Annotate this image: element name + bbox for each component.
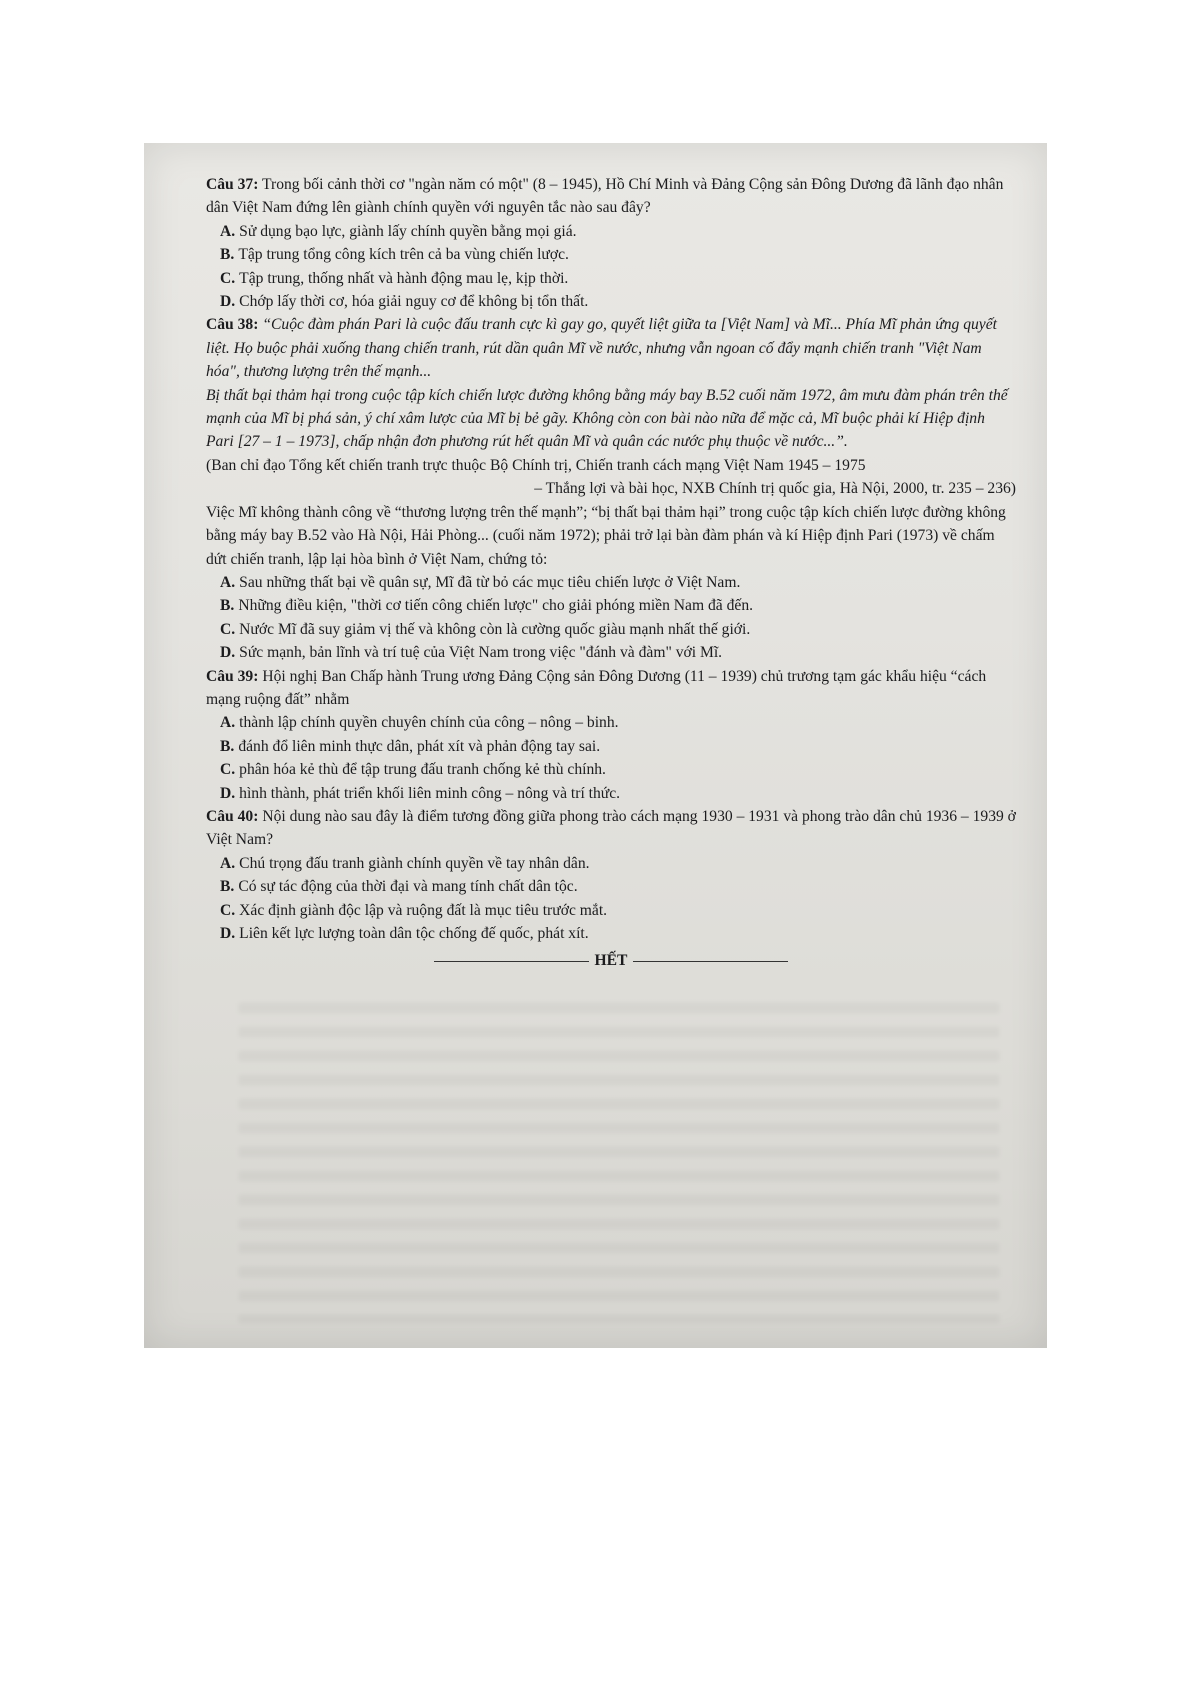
question-38 xyxy=(206,313,1016,383)
question-38-quote-part-1: “Cuộc đàm phán Pari là cuộc đấu tranh cực kì gay go, quyết liệt giữa ta [Việt Nam] và Mĩ... Phía Mĩ phản ứng quyết liệt. Họ buộc phải xuống thang chiến tranh, rút dần quân Mĩ về nước, nhưng vẫn ngoan cố đẩy mạnh chiến tranh "Việt Nam hóa", thương lượng trên thế mạnh... xyxy=(206,316,997,381)
question-37-text: Trong bối cảnh thời cơ "ngàn năm có một" (8 – 1945), Hồ Chí Minh và Đảng Cộng sản Đông Dương đã lãnh đạo nhân dân Việt Nam đứng lên giành chính quyền với nguyên tắc nào sau đây? xyxy=(206,176,1004,217)
question-37-label: Câu 37: xyxy=(206,176,259,193)
question-38-quote-part-2: Bị thất bại thảm hại trong cuộc tập kích chiến lược đường không bằng máy bay B.52 cuối năm 1972, âm mưu đàm phán trên thế mạnh của Mĩ bị phá sản, ý chí xâm lược của Mĩ bị bẻ gãy. Không còn con bài nào nữa để mặc cả, Mĩ buộc phải kí Hiệp định Pari [27 – 1 – 1973], chấp nhận đơn phương rút hết quân Mĩ và quân các nước phụ thuộc về nước...”. xyxy=(206,386,1008,451)
q37-option-c: C. Tập trung, thống nhất và hành động mau lẹ, kịp thời. xyxy=(220,269,569,287)
question-37 xyxy=(206,173,1016,220)
q40-option-d: D. Liên kết lực lượng toàn dân tộc chống đế quốc, phát xít. xyxy=(220,925,589,942)
q37-option-a: A. Sử dụng bạo lực, giành lấy chính quyền bằng mọi giá. xyxy=(220,222,577,240)
question-40-text: Nội dung nào sau đây là điểm tương đồng giữa phong trào cách mạng 1930 – 1931 và phong trào dân chủ 1936 – 1939 ở Việt Nam? xyxy=(206,807,1016,849)
question-39 xyxy=(206,665,1016,712)
exam-content xyxy=(206,173,1016,988)
q37-option-d: D. Chớp lấy thời cơ, hóa giải nguy cơ để không bị tổn thất. xyxy=(220,293,589,311)
end-mark-right-rule xyxy=(633,961,788,962)
q39-option-a: A. thành lập chính quyền chuyên chính của công – nông – binh. xyxy=(220,714,619,732)
q39-option-b: B. đánh đổ liên minh thực dân, phát xít và phản động tay sai. xyxy=(220,737,601,755)
question-38-prompt: Việc Mĩ không thành công về “thương lượng trên thế mạnh”; “bị thất bại thảm hại” trong cuộc tập kích chiến lược đường không bằng máy bay B.52 vào Hà Nội, Hải Phòng... (cuối năm 1972); phải trở lại bàn đàm phán và kí Hiệp định Pari (1973) về chấm dứt chiến tranh, lập lại hòa bình ở Việt Nam, chứng tỏ: xyxy=(206,503,1006,568)
question-38-source-cont: – Thắng lợi và bài học, NXB Chính trị quốc gia, Hà Nội, 2000, tr. 235 – 236) xyxy=(534,480,1016,498)
question-38-source: (Ban chỉ đạo Tổng kết chiến tranh trực thuộc Bộ Chính trị, Chiến tranh cách mạng Việt Nam 1945 – 1975 xyxy=(206,456,866,474)
q40-option-c: C. Xác định giành độc lập và ruộng đất là mục tiêu trước mắt. xyxy=(220,901,608,919)
q40-option-a: A. Chú trọng đấu tranh giành chính quyền về tay nhân dân. xyxy=(220,854,590,872)
q38-option-b: B. Những điều kiện, "thời cơ tiến công chiến lược" cho giải phóng miền Nam đã đến. xyxy=(220,597,754,615)
q38-option-c: C. Nước Mĩ đã suy giảm vị thế và không còn là cường quốc giàu mạnh nhất thế giới. xyxy=(220,620,751,638)
question-40-label: Câu 40: xyxy=(206,807,259,825)
question-39-text: Hội nghị Ban Chấp hành Trung ương Đảng Cộng sản Đông Dương (11 – 1939) chủ trương tạm gác khẩu hiệu “cách mạng ruộng đất” nhằm xyxy=(206,667,987,708)
q37-option-b: B. Tập trung tổng công kích trên cả ba vùng chiến lược. xyxy=(220,246,569,264)
q38-option-d: D. Sức mạnh, bản lĩnh và trí tuệ của Việt Nam trong việc "đánh và đàm" với Mĩ. xyxy=(220,644,723,662)
question-40 xyxy=(206,805,1016,852)
question-38-label: Câu 38: xyxy=(206,316,259,334)
q39-option-d: D. hình thành, phát triển khối liên minh công – nông và trí thức. xyxy=(220,784,621,802)
q38-option-a: A. Sau những thất bại về quân sự, Mĩ đã từ bỏ các mục tiêu chiến lược ở Việt Nam. xyxy=(220,573,741,591)
end-of-exam-mark xyxy=(206,949,1016,972)
question-39-label: Câu 39: xyxy=(206,667,259,685)
q40-option-b: B. Có sự tác động của thời đại và mang tính chất dân tộc. xyxy=(220,878,578,896)
q39-option-c: C. phân hóa kẻ thù để tập trung đấu tranh chống kẻ thù chính. xyxy=(220,761,606,779)
photographed-exam-page xyxy=(144,143,1047,1348)
end-mark-text: HẾT xyxy=(594,952,628,970)
end-mark-left-rule xyxy=(434,961,589,962)
show-through-text xyxy=(239,1003,999,1323)
